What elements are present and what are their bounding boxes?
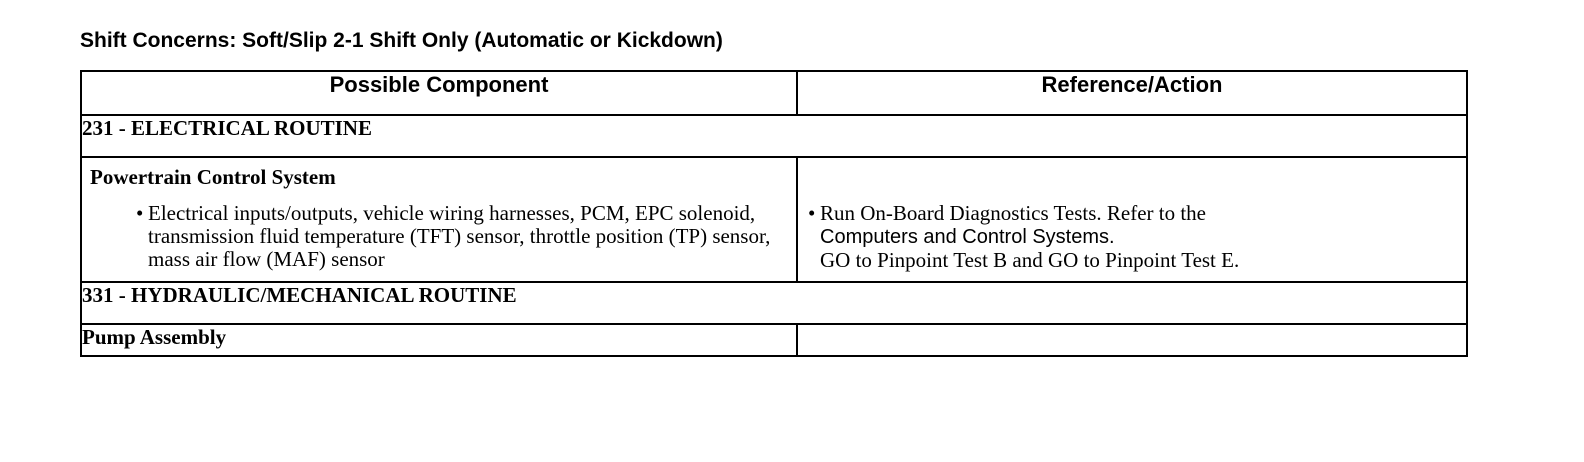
page-title: Shift Concerns: Soft/Slip 2-1 Shift Only (Automatic or Kickdown) [80,29,723,52]
action-item [798,158,1466,281]
component-detail-text: Electrical inputs/outputs, vehicle wiring harnesses, PCM, EPC solenoid, transmission fluid temperature (TFT) sensor, throttle position (TP) sensor, mass air flow (MAF) sensor [148,201,771,271]
routine-row-231 [81,115,1467,157]
table-header-row [81,71,1467,115]
table-row-pump [81,324,1467,356]
routine-heading-hydraulic: 331 - HYDRAULIC/MECHANICAL ROUTINE [81,282,1467,324]
reference-suffix: . [1109,226,1115,248]
header-reference-action: Reference/Action [797,71,1467,115]
header-possible-component: Possible Component [81,71,797,115]
bullet-icon: • [136,201,144,225]
action-text [820,202,1456,272]
component-cell-powertrain [81,157,797,282]
table-row-powertrain [81,157,1467,282]
reference-link-computers-control[interactable]: Computers and Control Systems [820,226,1110,248]
diagnosis-table [80,70,1468,357]
action-cell-powertrain [797,157,1467,282]
component-detail-item [82,192,796,280]
action-prefix: Run On-Board Diagnostics Tests. Refer to the [820,201,1206,225]
bullet-icon: • [808,201,816,225]
action-cell-pump [797,324,1467,356]
component-name-pump: Pump Assembly [81,324,797,356]
component-name-powertrain: Powertrain Control System [90,165,336,189]
action-followup: GO to Pinpoint Test B and GO to Pinpoint Test E. [820,248,1240,272]
routine-heading-electrical: 231 - ELECTRICAL ROUTINE [81,115,1467,157]
routine-row-331 [81,282,1467,324]
